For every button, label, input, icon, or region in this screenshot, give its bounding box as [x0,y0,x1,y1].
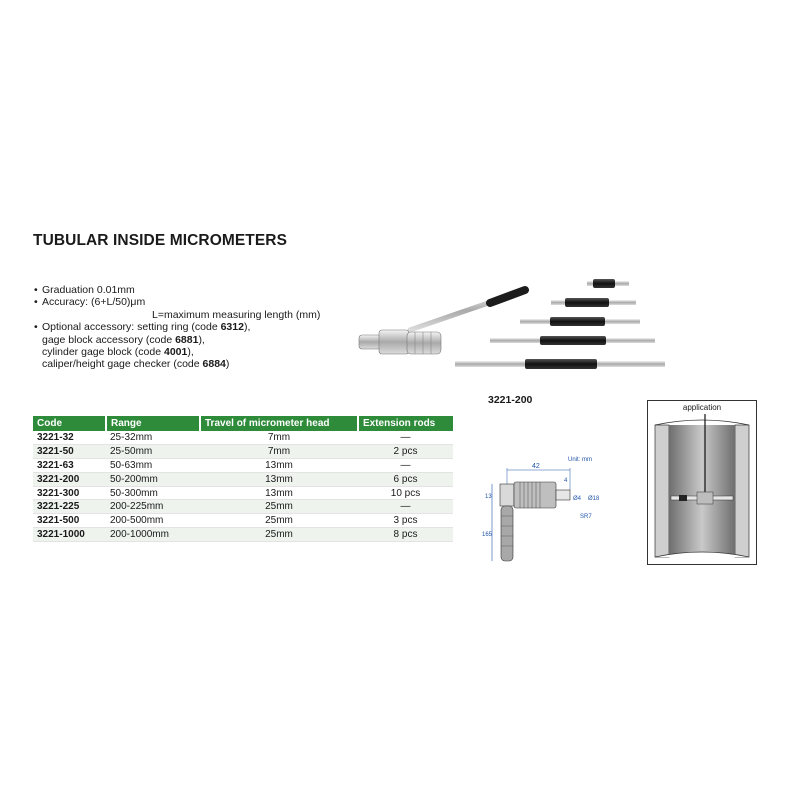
table-row [33,431,453,444]
cell-travel: 7mm [200,431,358,444]
cell-travel: 13mm [200,472,358,486]
extension-rod [490,336,655,345]
cell-code: 3221-63 [33,458,106,472]
cell-rods: 3 pcs [358,514,453,528]
cell-range: 25-50mm [106,444,200,458]
page-title: TUBULAR INSIDE MICROMETERS [33,232,288,249]
drawing-handle [501,506,513,561]
dim-sr7: SR7 [580,514,592,520]
feature-graduation: • Graduation 0.01mm [34,284,135,296]
cell-rods: — [358,431,453,444]
unit-label: Unit: mm [568,457,592,463]
table-row [33,528,453,542]
cell-rods: 2 pcs [358,444,453,458]
dim-42: 42 [532,463,540,470]
cell-rods: 8 pcs [358,528,453,542]
cell-range: 50-63mm [106,458,200,472]
cell-rods: 10 pcs [358,486,453,500]
cell-range: 200-500mm [106,514,200,528]
cell-rods: — [358,500,453,514]
feature-list [34,284,320,371]
header-rods: Extension rods [358,416,453,431]
table-row [33,444,453,458]
cell-code: 3221-32 [33,431,106,444]
micrometer-handle [410,290,525,330]
cell-travel: 25mm [200,500,358,514]
extension-rod [551,298,636,307]
cell-range: 200-225mm [106,500,200,514]
feature-accuracy: • Accuracy: (6+L/50)μm [34,296,146,309]
feature-optional-2: gage block accessory (code 6881), [42,333,205,346]
dimension-drawing [470,456,610,576]
feature-optional-3: cylinder gage block (code 4001), [42,346,194,359]
cell-range: 200-1000mm [106,528,200,542]
cell-code: 3221-225 [33,500,106,514]
dim-diameter-4: Ø4 [573,496,582,502]
photo-caption: 3221-200 [488,394,533,406]
cell-code: 3221-1000 [33,528,106,542]
extension-rod [587,279,629,288]
table-row [33,500,453,514]
feature-optional: • Optional accessory: setting ring (code 6312), [34,321,251,334]
dim-165: 165 [482,532,493,538]
cell-code: 3221-500 [33,514,106,528]
table-row [33,458,453,472]
feature-accuracy-note: L=maximum measuring length (mm) [152,308,321,321]
cell-range: 25-32mm [106,431,200,444]
feature-optional-4: caliper/height gage checker (code 6884) [42,358,230,371]
application-label: application [682,403,722,412]
cell-code: 3221-200 [33,472,106,486]
dim-4: 4 [564,478,568,484]
product-photo [355,270,670,390]
application-illustration [647,400,757,565]
cell-travel: 13mm [200,458,358,472]
cell-code: 3221-300 [33,486,106,500]
cell-travel: 25mm [200,528,358,542]
cell-range: 50-300mm [106,486,200,500]
cell-range: 50-200mm [106,472,200,486]
micrometer-head [359,330,441,354]
dim-13: 13 [485,494,492,500]
dim-diameter-18: Ø18 [588,496,600,502]
table-row [33,514,453,528]
header-code: Code [33,416,106,431]
cell-rods: — [358,458,453,472]
spec-table [33,416,453,542]
extension-rod [455,359,665,369]
table-header-row [33,416,453,431]
cell-travel: 13mm [200,486,358,500]
extension-rod [520,317,640,326]
header-travel: Travel of micrometer head [200,416,358,431]
table-row [33,486,453,500]
drawing-micrometer-head [500,482,570,508]
cell-travel: 25mm [200,514,358,528]
cell-code: 3221-50 [33,444,106,458]
table-row [33,472,453,486]
cell-rods: 6 pcs [358,472,453,486]
cell-travel: 7mm [200,444,358,458]
header-range: Range [106,416,200,431]
